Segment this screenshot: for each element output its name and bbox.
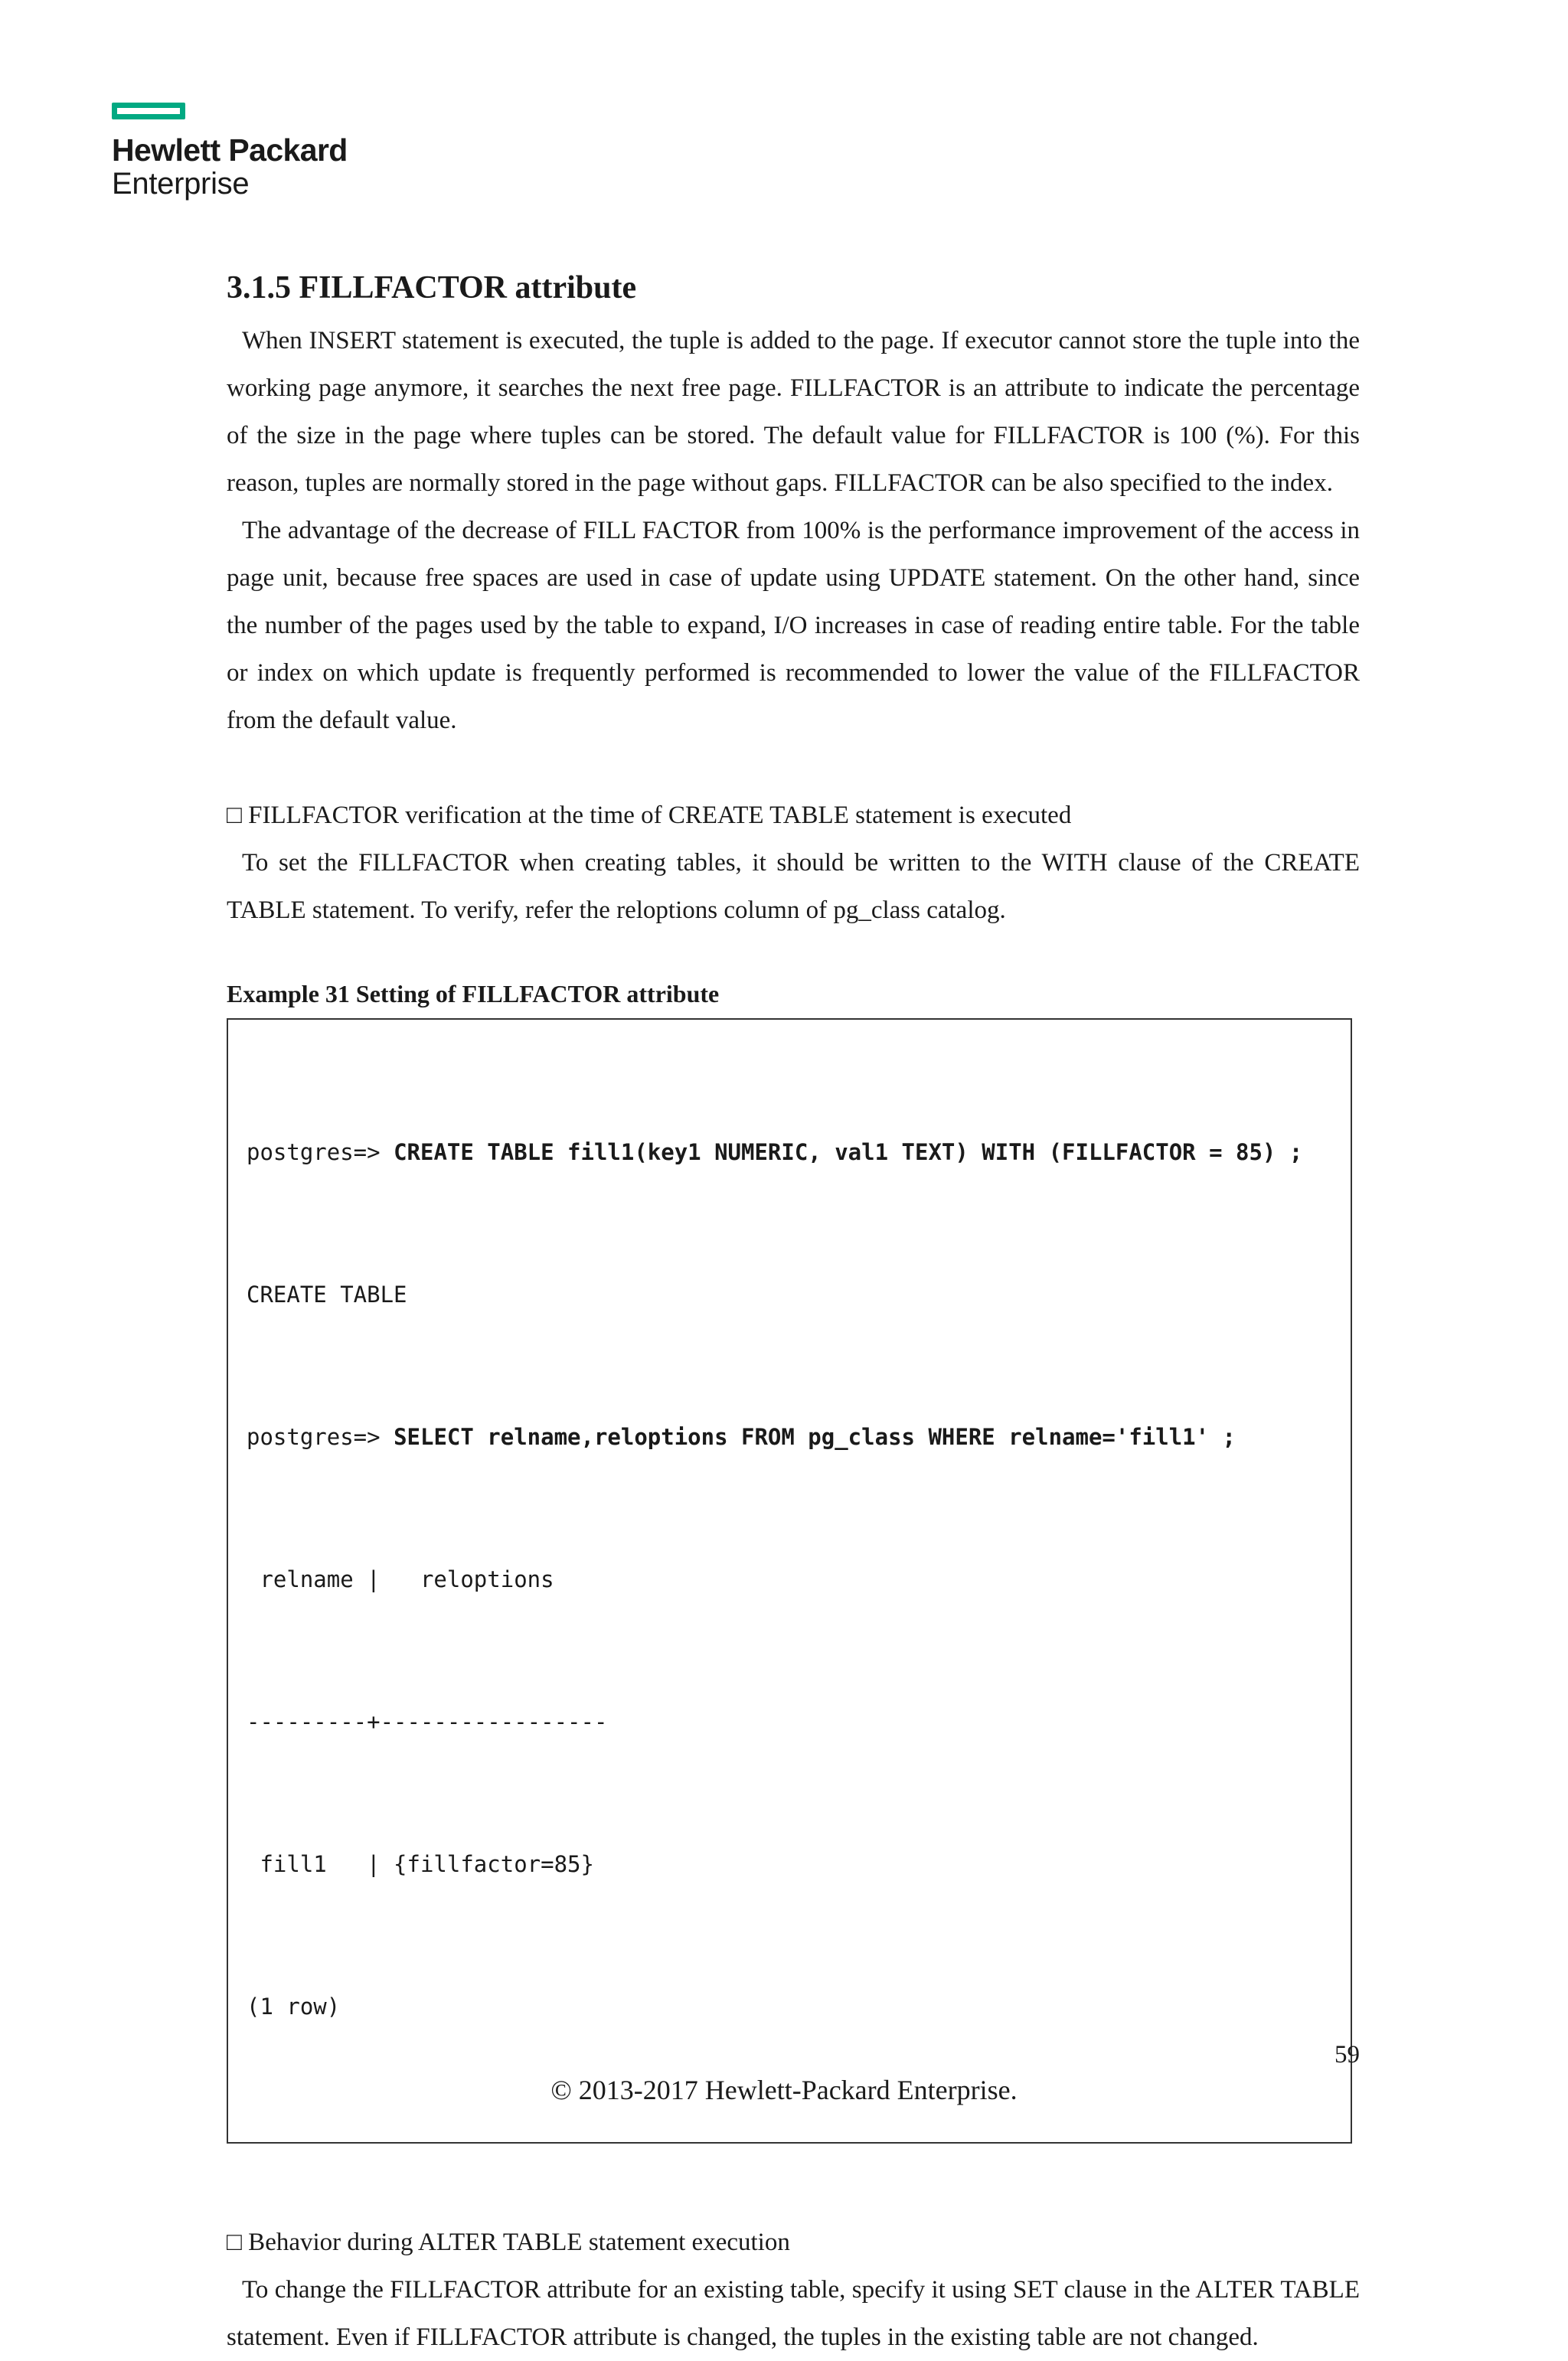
code-command: SELECT relname,reloptions FROM pg_class WHERE relname='fill1' ; — [394, 1424, 1236, 1450]
code-prompt: postgres=> — [247, 1139, 394, 1165]
spacer — [227, 2144, 1360, 2191]
code-line — [247, 1128, 1332, 1176]
code-example-box — [227, 1018, 1352, 2144]
logo-text-line2: Enterprise — [112, 167, 250, 201]
code-output: fill1 | {fillfactor=85} — [247, 1851, 594, 1877]
code-output: (1 row) — [247, 1994, 341, 2020]
subsection-heading-alter: □ Behavior during ALTER TABLE statement execution — [227, 2229, 790, 2256]
document-body — [227, 266, 1360, 2361]
spacer — [227, 934, 1360, 977]
code-command: CREATE TABLE fill1(key1 NUMERIC, val1 TEXT) WITH (FILLFACTOR = 85) ; — [394, 1139, 1303, 1165]
code-output: ---------+----------------- — [247, 1709, 608, 1735]
code-output: relname | reloptions — [247, 1566, 554, 1592]
spacer — [227, 2191, 1360, 2219]
code-line — [247, 1556, 1332, 1603]
section-title: 3.1.5 FILLFACTOR attribute — [227, 270, 637, 305]
code-line — [247, 1983, 1332, 2030]
spacer — [227, 744, 1360, 792]
code-line — [247, 1271, 1332, 1318]
subsection-heading-create: □ FILLFACTOR verification at the time of CREATE TABLE statement is executed — [227, 802, 1072, 829]
paragraph-intro: When INSERT statement is executed, the tuple is added to the page. If executor cannot store the tuple into the working page anymore, it searches the next free page. FILLFACTOR is an attribute to indicate the percentage of the size in the page where tuples can be stored. The default value for FILLFACTOR is 100 (%). For this reason, tuples are normally stored in the page without gaps. FILLFACTOR can be also specified to the index. — [227, 327, 1360, 497]
copyright-notice: © 2013-2017 Hewlett-Packard Enterprise. — [550, 2075, 1018, 2105]
paragraph-alter-table: To change the FILLFACTOR attribute for an existing table, specify it using SET clause in the ALTER TABLE statement. Even if FILLFACTOR attribute is changed, the tuples in the existing table are not changed. — [227, 2276, 1360, 2351]
code-prompt: postgres=> — [247, 1424, 394, 1450]
hpe-logo — [112, 103, 372, 201]
code-line — [247, 1413, 1332, 1461]
hpe-logo-bar — [112, 103, 185, 119]
paragraph-create-table: To set the FILLFACTOR when creating tables, it should be written to the WITH clause of the CREATE TABLE statement. To verify, refer the reloptions column of pg_class catalog. — [227, 849, 1360, 924]
code-output: CREATE TABLE — [247, 1282, 407, 1308]
page-number: 59 — [1334, 2041, 1360, 2069]
code-line — [247, 1840, 1332, 1888]
logo-text-line1: Hewlett Packard — [112, 132, 348, 168]
paragraph-advantage: The advantage of the decrease of FILL FACTOR from 100% is the performance improvement of the access in page unit, because free spaces are used in case of update using UPDATE statement. On the other hand, since the number of the pages used by the table to expand, I/O increases in case of reading entire table. For the table or index on which update is frequently performed is recommended to lower the value of the FILLFACTOR from the default value. — [227, 517, 1360, 734]
example-caption: Example 31 Setting of FILLFACTOR attribute — [227, 980, 720, 1007]
code-line — [247, 1698, 1332, 1745]
